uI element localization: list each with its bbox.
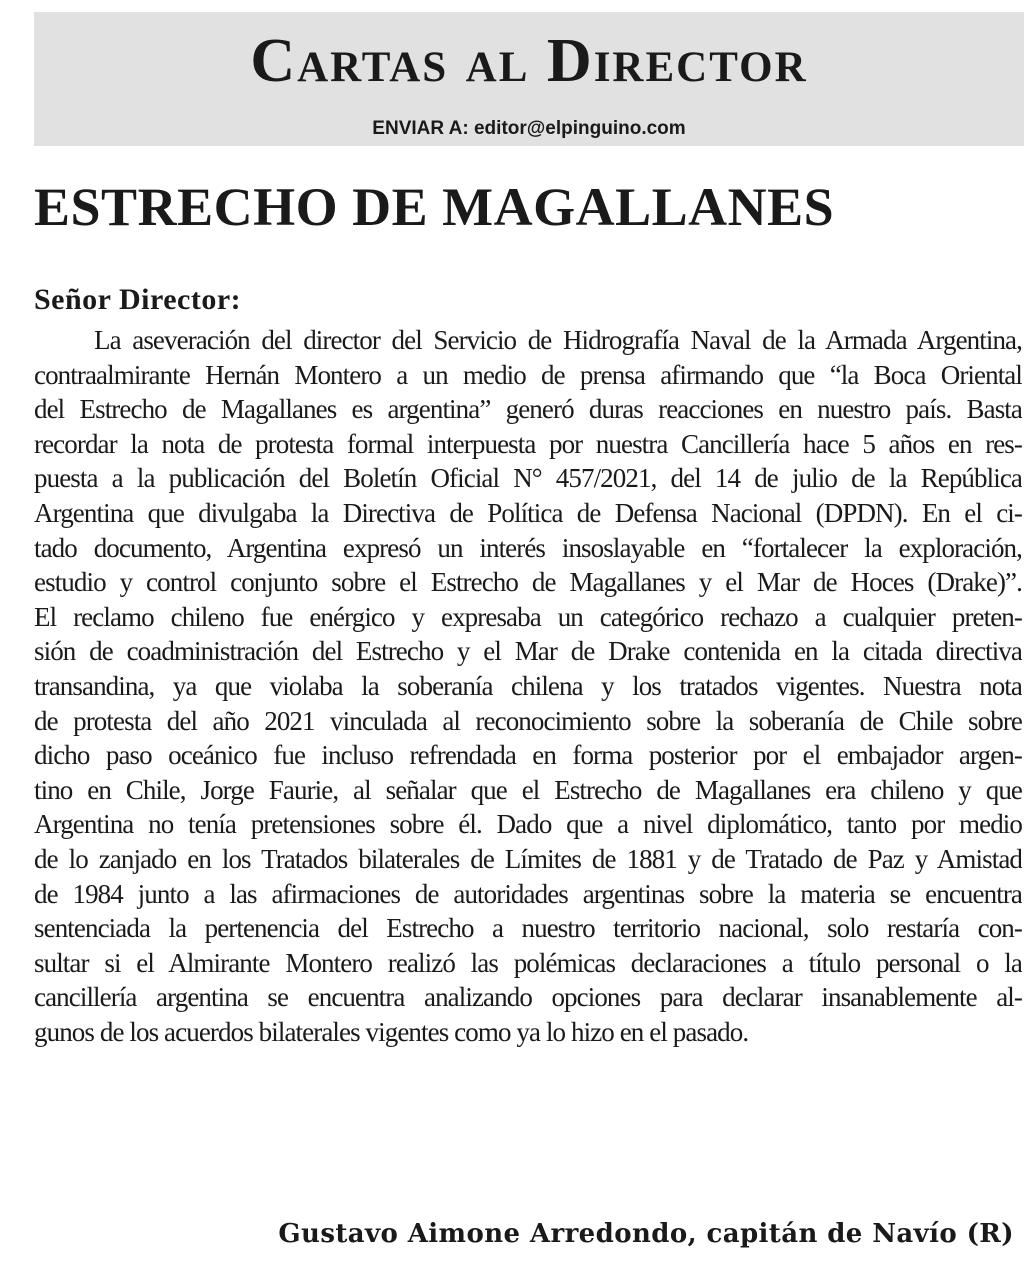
letter-body: [34, 323, 1022, 1049]
body-line: gunos de los acuerdos bilaterales vigentes como ya lo hizo en el pasado.: [34, 1016, 749, 1047]
letter-salutation: Señor Director:: [34, 283, 242, 316]
body-line: La aseveración del director del Servicio de Hidrografía Naval de la Armada Argentina,: [94, 325, 1022, 355]
body-line: recordar la nota de protesta formal interpuesta por nuestra Cancillería hace 5 años en res-: [34, 428, 1022, 459]
body-line: Argentina no tenía pretensiones sobre él. Dado que a nivel diplomático, tanto por medio: [34, 809, 1022, 840]
body-line: del Estrecho de Magallanes es argentina” generó duras reacciones en nuestro país. Basta: [34, 394, 1022, 425]
body-line: de lo zanjado en los Tratados bilaterales de Límites de 1881 y de Tratado de Paz y Amistad: [34, 843, 1022, 874]
body-line: de protesta del año 2021 vinculada al reconocimiento sobre la soberanía de Chile sobre: [34, 705, 1022, 736]
body-line: sentenciada la pertenencia del Estrecho a nuestro territorio nacional, solo restaría con-: [34, 913, 1022, 944]
body-line: dicho paso oceánico fue incluso refrendada en forma posterior por el embajador argen-: [34, 740, 1022, 771]
submission-email-line: ENVIAR A: editor@elpinguino.com: [372, 118, 686, 139]
body-line: cancillería argentina se encuentra analizando opciones para declarar insanablemente al-: [34, 982, 1022, 1013]
body-line: sión de coadministración del Estrecho y el Mar de Drake contenida en la citada directiva: [34, 636, 1022, 667]
letters-masthead: [34, 12, 1024, 146]
body-line: estudio y control conjunto sobre el Estrecho de Magallanes y el Mar de Hoces (Drake)”.: [34, 567, 1022, 598]
body-line: transandina, ya que violaba la soberanía chilena y los tratados vigentes. Nuestra nota: [34, 670, 1022, 701]
body-line: tado documento, Argentina expresó un interés insoslayable en “fortalecer la exploración,: [34, 532, 1022, 563]
body-line: contraalmirante Hernán Montero a un medio de prensa afirmando que “la Boca Oriental: [34, 359, 1022, 390]
letter-signature: Gustavo Aimone Arredondo, capitán de Navío (R): [278, 1219, 1014, 1249]
letter-headline: ESTRECHO DE MAGALLANES: [34, 177, 835, 237]
section-title: Cartas al Director: [250, 27, 808, 95]
body-line: Argentina que divulgaba la Directiva de Política de Defensa Nacional (DPDN). En el ci-: [34, 497, 1022, 528]
body-line: sultar si el Almirante Montero realizó las polémicas declaraciones a título personal o la: [34, 947, 1022, 978]
body-line: El reclamo chileno fue enérgico y expresaba un categórico rechazo a cualquier preten-: [34, 601, 1022, 632]
body-line: tino en Chile, Jorge Faurie, al señalar que el Estrecho de Magallanes era chileno y que: [34, 774, 1022, 805]
body-line: puesta a la publicación del Boletín Oficial N° 457/2021, del 14 de julio de la República: [34, 463, 1022, 494]
body-line: de 1984 junto a las afirmaciones de autoridades argentinas sobre la materia se encuentra: [34, 878, 1022, 909]
